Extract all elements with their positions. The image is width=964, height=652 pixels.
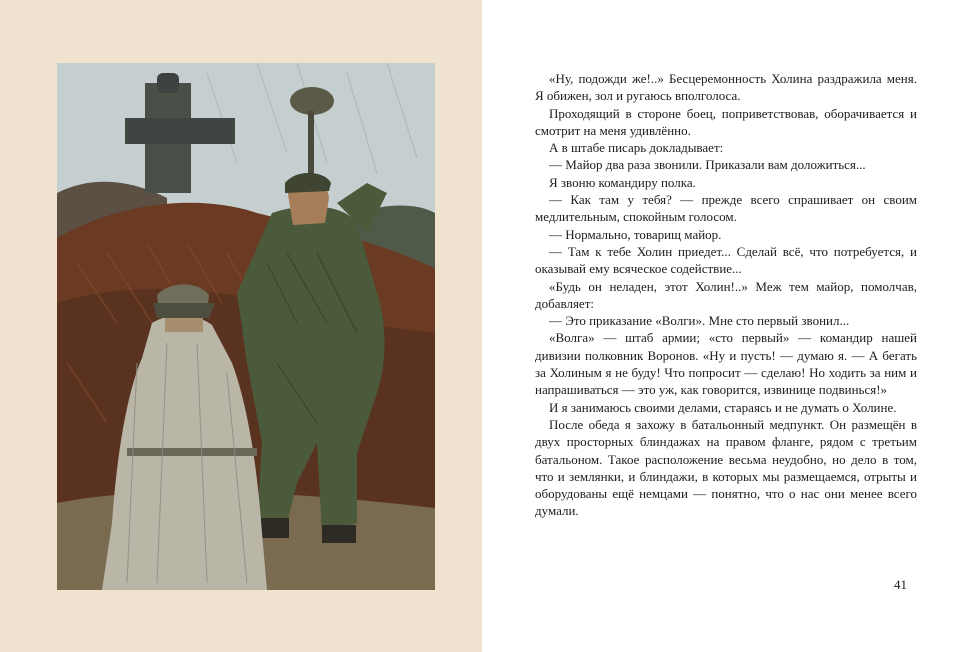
paragraph: Я звоню командиру полка. xyxy=(549,174,696,190)
paragraph: А в штабе писарь докладывает: xyxy=(549,140,724,156)
paragraph: — Как там у тебя? — прежде всего спрашивает он своим медлительным, спокойным голосом. xyxy=(535,192,917,225)
paragraph: Проходящий в стороне боец, поприветствовав, оборачивается и смотрит на меня удивлённо. xyxy=(535,105,917,138)
soldiers-at-grave-illustration xyxy=(57,63,435,590)
paragraph: И я занимаюсь своими делами, стараясь и не думать о Холине. xyxy=(549,399,897,415)
paragraph: «Ну, подожди же!..» Бесцеремонность Холина раздражила меня. Я обижен, зол и ругаюсь вполголоса. xyxy=(535,71,917,104)
paragraph: «Волга» — штаб армии; «сто первый» — командир нашей дивизии полковник Воронов. «Ну и пусть! — думаю я. — А бегать за Холиным я не буду! Что попросит — сделаю! Но ходить за ним и напрашиваться — это уж, как говорится, извинице подвинься!» xyxy=(535,330,917,398)
paragraph: — Майор два раза звонили. Приказали вам доложиться... xyxy=(549,157,866,173)
paragraph: — Нормально, товарищ майор. xyxy=(549,226,722,242)
right-page xyxy=(482,0,964,652)
paragraph: После обеда я захожу в батальонный медпункт. Он размещён в двух просторных блиндажах на правом фланге, рядом с третьим батальоном. Такое расположение весьма неудобно, но дело в том, что и землянки, и блиндажи, в которых мы размещаемся, отрыты и оборудованы ещё немцами — понятно, что о нас они менее всего думали. xyxy=(535,416,917,519)
paragraph: — Это приказание «Волги». Мне сто первый звонил... xyxy=(549,313,850,329)
paragraph: — Там к тебе Холин приедет... Сделай всё, что потребуется, и оказывай ему всяческое содействие... xyxy=(535,243,917,277)
paragraph: «Будь он неладен, этот Холин!..» Меж тем майор, помолчав, добавляет: xyxy=(535,278,917,311)
story-text xyxy=(535,70,917,520)
page-number: 41 xyxy=(894,577,907,592)
